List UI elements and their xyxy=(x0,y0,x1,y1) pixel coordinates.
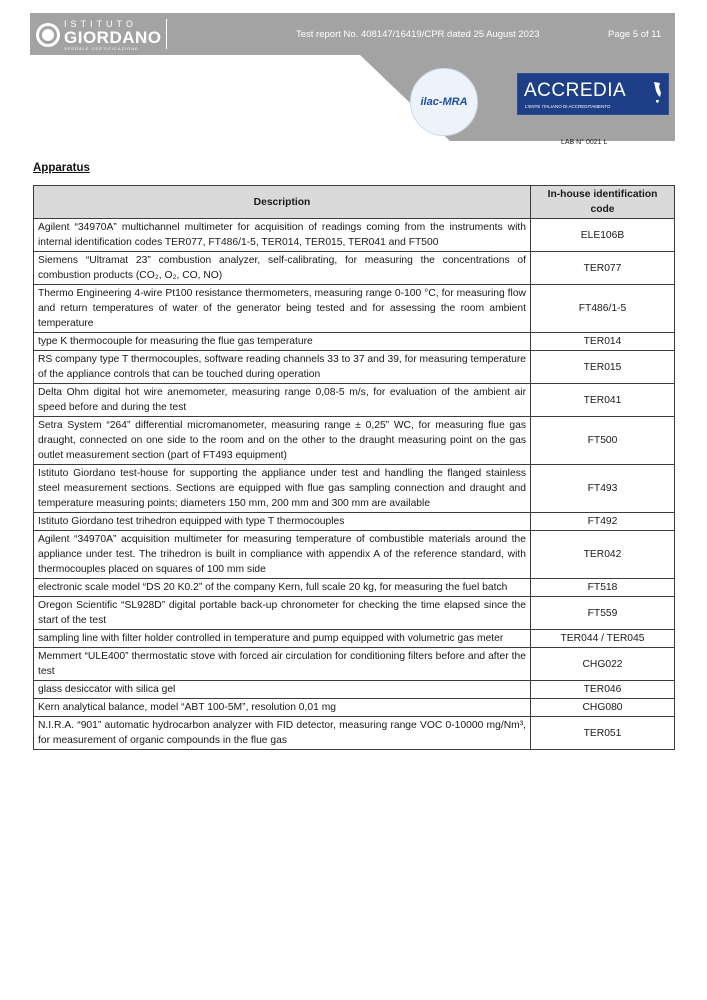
logo-line-1: ISTITUTO xyxy=(64,18,137,29)
report-reference: Test report No. 408147/16419/CPR dated 25 August 2023 xyxy=(296,29,540,40)
accredia-name: ACCREDIA xyxy=(524,80,627,101)
column-header-description: Description xyxy=(34,186,531,219)
description-cell: Siemens “Ultramat 23” combustion analyzer, self-calibrating, for measuring the concentrations of combustion products (CO₂, O₂, CO, NO) xyxy=(34,252,531,285)
description-cell: electronic scale model “DS 20 K0.2” of the company Kern, full scale 20 kg, for measuring the fuel batch xyxy=(34,579,531,597)
code-cell: TER015 xyxy=(531,351,675,384)
code-cell: TER042 xyxy=(531,531,675,579)
logo-divider xyxy=(166,19,167,49)
description-cell: Istituto Giordano test-house for supporting the appliance under test and handling the flanged stainless steel measurement sections. Sections are equipped with flue gas sampling connection and draught and temperature measuring points; diameters 150 mm, 200 mm and 300 mm are available xyxy=(34,465,531,513)
apparatus-table xyxy=(33,185,675,750)
code-cell: ELE106B xyxy=(531,219,675,252)
table-row xyxy=(34,699,675,717)
description-cell: N.I.R.A. “901” automatic hydrocarbon analyzer with FID detector, measuring range VOC 0-10000 mg/Nm³, for measurement of organic compounds in the flue gas xyxy=(34,717,531,750)
code-cell: TER077 xyxy=(531,252,675,285)
table-row xyxy=(34,597,675,630)
description-cell: Kern analytical balance, model “ABT 100-5M”, resolution 0,01 mg xyxy=(34,699,531,717)
table-row xyxy=(34,384,675,417)
code-cell: CHG022 xyxy=(531,648,675,681)
section-title: Apparatus xyxy=(33,162,90,174)
description-cell: sampling line with filter holder controlled in temperature and pump equipped with volumetric gas meter xyxy=(34,630,531,648)
lab-number: LAB N° 0021 L xyxy=(561,139,608,146)
description-cell: Agilent “34970A” multichannel multimeter for acquisition of readings coming from the instruments with internal identification codes TER077, FT486/1-5, TER014, TER015, TER041 and FT500 xyxy=(34,219,531,252)
code-cell: FT500 xyxy=(531,417,675,465)
logo-mark-icon xyxy=(36,23,60,47)
description-cell: Agilent “34970A” acquisition multimeter for measuring temperature of combustible materials around the appliance under test. The trihedron is built in compliance with appendix A of the reference standard, with thermocouples placed on squares of 100 mm side xyxy=(34,531,531,579)
table-row xyxy=(34,717,675,750)
description-cell: Delta Ohm digital hot wire anemometer, measuring range 0,08-5 m/s, for evaluation of the ambient air speed before and during the test xyxy=(34,384,531,417)
table-row xyxy=(34,285,675,333)
table-row xyxy=(34,648,675,681)
code-cell: TER041 xyxy=(531,384,675,417)
code-cell: FT486/1-5 xyxy=(531,285,675,333)
code-cell: FT492 xyxy=(531,513,675,531)
description-cell: Setra System “264” differential micromanometer, measuring range ± 0,25” WC, for measuring flue gas draught, connected on one side to the room and on the other to the draught measuring point on the gas outlet measurement section (part of FT493 equipment) xyxy=(34,417,531,465)
code-cell: TER046 xyxy=(531,681,675,699)
description-cell: RS company type T thermocouples, software reading channels 33 to 37 and 39, for measuring temperature of the appliance controls that can be touched during operation xyxy=(34,351,531,384)
page-header xyxy=(30,13,675,146)
header-accreditation-band xyxy=(30,55,675,146)
table-row xyxy=(34,465,675,513)
code-cell: FT493 xyxy=(531,465,675,513)
table-header-row xyxy=(34,186,675,219)
description-cell: type K thermocouple for measuring the flue gas temperature xyxy=(34,333,531,351)
table-row xyxy=(34,630,675,648)
table-row xyxy=(34,681,675,699)
istituto-giordano-logo xyxy=(36,19,162,51)
code-cell: TER051 xyxy=(531,717,675,750)
code-cell: FT559 xyxy=(531,597,675,630)
code-cell: TER044 / TER045 xyxy=(531,630,675,648)
table-row xyxy=(34,252,675,285)
page-number: Page 5 of 11 xyxy=(608,29,662,40)
table-row xyxy=(34,579,675,597)
ilac-mra-logo xyxy=(410,68,478,136)
logo-line-3: SPEDALE CERTIFICAZIONE xyxy=(64,45,139,51)
code-cell: CHG080 xyxy=(531,699,675,717)
header-top-band xyxy=(30,13,675,55)
table-row xyxy=(34,219,675,252)
table-row xyxy=(34,531,675,579)
table-row xyxy=(34,417,675,465)
code-cell: FT518 xyxy=(531,579,675,597)
code-cell: TER014 xyxy=(531,333,675,351)
logo-wordmark xyxy=(64,20,162,51)
accredia-subtitle: L'ENTE ITALIANO DI ACCREDITAMENTO xyxy=(525,104,611,109)
table-row xyxy=(34,351,675,384)
logo-line-2: GIORDANO xyxy=(64,27,162,47)
description-cell: glass desiccator with silica gel xyxy=(34,681,531,699)
description-cell: Memmert “ULE400” thermostatic stove with forced air circulation for conditioning filters before and after the test xyxy=(34,648,531,681)
table-row xyxy=(34,513,675,531)
italy-map-icon xyxy=(652,81,662,105)
table-row xyxy=(34,333,675,351)
description-cell: Oregon Scientific “SL928D” digital portable back-up chronometer for checking the time elapsed since the start of the test xyxy=(34,597,531,630)
column-header-code: In-house identification code xyxy=(531,186,675,219)
description-cell: Thermo Engineering 4-wire Pt100 resistance thermometers, measuring range 0-100 °C, for measuring flow and return temperatures of water of the generator being tested and for assessing the room ambient temperature xyxy=(34,285,531,333)
description-cell: Istituto Giordano test trihedron equipped with type T thermocouples xyxy=(34,513,531,531)
ilac-mra-label: ilac-MRA xyxy=(420,96,468,108)
accredia-logo xyxy=(517,73,669,115)
